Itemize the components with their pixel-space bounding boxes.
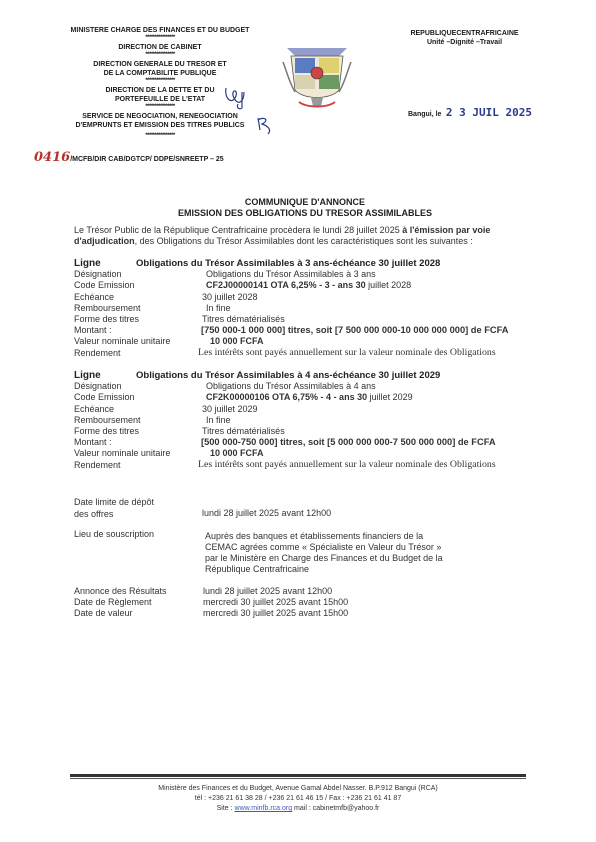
header-left	[40, 26, 280, 139]
code-rest: juillet 2028	[365, 280, 412, 290]
footer-address: Ministère des Finances et du Budget, Avenue Gamal Abdel Nasser. B.P.912 Bangui (RCA)	[158, 785, 438, 792]
forme-value: Titres dématérialisés	[202, 426, 285, 436]
header-right	[392, 29, 537, 47]
nominal-value: 10 000 FCFA	[210, 336, 264, 346]
annonce-value: lundi 28 juillet 2025 avant 12h00	[203, 586, 333, 596]
montant-label: Montant :	[74, 325, 112, 335]
reference-code: /MCFB/DIR CAB/DGTCP/ DDPE/SNREETP – 25	[70, 156, 224, 163]
site-label: Site :	[216, 805, 235, 812]
separator-stars: ****************	[145, 133, 175, 139]
footer	[70, 784, 526, 814]
dette-line1: DIRECTION DE LA DETTE ET DU	[105, 87, 215, 94]
dette-line2: PORTEFEUILLE DE L'ETAT	[114, 96, 206, 103]
rendement-label: Rendement	[74, 348, 121, 358]
site-link[interactable]: www.minfb.rca.org	[234, 805, 293, 812]
echeance-label: Echéance	[74, 404, 115, 414]
echeance-value: 30 juillet 2028	[202, 292, 258, 302]
reglement-value: mercredi 30 juillet 2025 avant 15h00	[203, 597, 349, 607]
dg-line1: DIRECTION GENERALE DU TRESOR ET	[93, 61, 227, 68]
code-bold: CF2J00000141 OTA 6,25% - 3 - ans 30	[206, 280, 366, 290]
separator-stars: ****************	[145, 52, 175, 58]
valeur-value: mercredi 30 juillet 2025 avant 15h00	[203, 608, 349, 618]
designation-value: Obligations du Trésor Assimilables à 4 ans	[206, 381, 376, 391]
designation-value: Obligations du Trésor Assimilables à 3 ans	[206, 269, 376, 279]
code-label: Code Emission	[74, 280, 135, 290]
intro-paragraph	[74, 225, 534, 247]
nominal-value: 10 000 FCFA	[210, 448, 264, 458]
date-limite-label-line1: Date limite de dépôt	[74, 497, 155, 507]
intro-part1: Le Trésor Public de la République Centrafricaine procèdera le lundi 28 juillet 2025	[74, 225, 403, 235]
dates-values	[203, 586, 348, 619]
service-line2: D'EMPRUNTS ET EMISSION DES TITRES PUBLICS	[75, 122, 245, 129]
document-title	[130, 197, 480, 219]
montant-value: [500 000-750 000] titres, soit [5 000 000 000-7 500 000 000] de FCFA	[201, 437, 496, 447]
lieu-line3: par le Ministère en Charge des Finances et du Budget de la	[205, 553, 443, 563]
forme-value: Titres dématérialisés	[202, 314, 285, 324]
lieu-value	[205, 531, 443, 575]
reference-line	[34, 148, 224, 166]
rendement-value: Les intérêts sont payés annuellement sur la valeur nominale des Obligations	[198, 459, 496, 470]
code-bold: CF2K00000106 OTA 6,75% - 4 - ans 30	[206, 392, 368, 402]
intro-part2: à l'émission par voie	[402, 225, 491, 235]
handwritten-initials	[222, 84, 250, 110]
lieu-line1: Auprès des banques et établissements financiers de la	[205, 531, 424, 541]
designation-label: Désignation	[74, 381, 122, 391]
rendement-value: Les intérêts sont payés annuellement sur la valeur nominale des Obligations	[198, 347, 496, 358]
designation-label: Désignation	[74, 269, 122, 279]
forme-label: Forme des titres	[74, 314, 140, 324]
date-stamp: 2 3 JUIL 2025	[445, 106, 532, 119]
remboursement-value: In fine	[206, 415, 231, 425]
ligne-label: Ligne	[74, 258, 101, 269]
date-line	[408, 103, 532, 121]
place-label: Bangui, le	[408, 111, 442, 118]
nominal-label: Valeur nominale unitaire	[74, 448, 171, 458]
separator-stars: ****************	[145, 35, 175, 41]
montant-label: Montant :	[74, 437, 112, 447]
footer-divider	[70, 774, 526, 777]
lieu-label: Lieu de souscription	[74, 529, 155, 539]
lieu-line4: République Centrafricaine	[205, 564, 310, 574]
country-name: REPUBLIQUECENTRAFRICAINE	[410, 30, 519, 37]
rendement-label: Rendement	[74, 460, 121, 470]
date-limite-label	[74, 496, 154, 520]
country-motto: Unité –Dignité –Travail	[426, 39, 503, 46]
service-line1: SERVICE DE NEGOCIATION, RENEGOCIATION	[82, 113, 238, 120]
separator-stars: ****************	[145, 78, 175, 84]
reglement-label: Date de Règlement	[74, 597, 152, 607]
code-value	[206, 280, 411, 290]
dates-labels	[74, 586, 167, 619]
ligne-title: Obligations du Trésor Assimilables à 3 ans-échéance 30 juillet 2028	[136, 258, 441, 269]
valeur-label: Date de valeur	[74, 608, 133, 618]
date-limite-label-line2: des offres	[74, 509, 114, 519]
footer-contact	[70, 804, 526, 814]
reference-number-handwritten: 0416	[34, 150, 71, 165]
code-value	[206, 392, 413, 402]
echeance-label: Echéance	[74, 292, 115, 302]
date-limite-value: lundi 28 juillet 2025 avant 12h00	[202, 508, 332, 518]
title-line2: EMISSION DES OBLIGATIONS DU TRESOR ASSIMILABLES	[177, 208, 433, 218]
lieu-line2: CEMAC agrées comme « Spécialiste en Valeur du Trésor »	[205, 542, 442, 552]
nominal-label: Valeur nominale unitaire	[74, 336, 171, 346]
dg-line2: DE LA COMPTABILITE PUBLIQUE	[103, 70, 217, 77]
cabinet-name: DIRECTION DE CABINET	[118, 44, 202, 51]
remboursement-label: Remboursement	[74, 415, 141, 425]
ligne-label: Ligne	[74, 370, 101, 381]
intro-part3: d'adjudication	[74, 236, 135, 246]
title-line1: COMMUNIQUE D'ANNONCE	[244, 197, 366, 207]
code-label: Code Emission	[74, 392, 135, 402]
remboursement-label: Remboursement	[74, 303, 141, 313]
ministry-name: MINISTERE CHARGE DES FINANCES ET DU BUDGET	[70, 27, 250, 34]
separator-stars: ****************	[145, 104, 175, 110]
intro-part4: , des Obligations du Trésor Assimilables dont les caractéristiques sont les suivantes :	[134, 236, 473, 246]
coat-of-arms-emblem	[281, 42, 353, 110]
code-rest: juillet 2029	[367, 392, 413, 402]
remboursement-value: In fine	[206, 303, 231, 313]
footer-divider	[70, 778, 526, 779]
echeance-value: 30 juillet 2029	[202, 404, 258, 414]
email-text: mail : cabinetmfb@yahoo.fr	[292, 805, 380, 812]
annonce-label: Annonce des Résultats	[74, 586, 167, 596]
handwritten-initials	[254, 116, 276, 136]
forme-label: Forme des titres	[74, 426, 140, 436]
montant-value: [750 000-1 000 000] titres, soit [7 500 000 000-10 000 000 000] de FCFA	[201, 325, 509, 335]
ligne-title: Obligations du Trésor Assimilables à 4 ans-échéance 30 juillet 2029	[136, 370, 441, 381]
footer-phones: tél : +236 21 61 38 28 / +236 21 61 46 15 / Fax : +236 21 61 41 87	[194, 795, 402, 802]
